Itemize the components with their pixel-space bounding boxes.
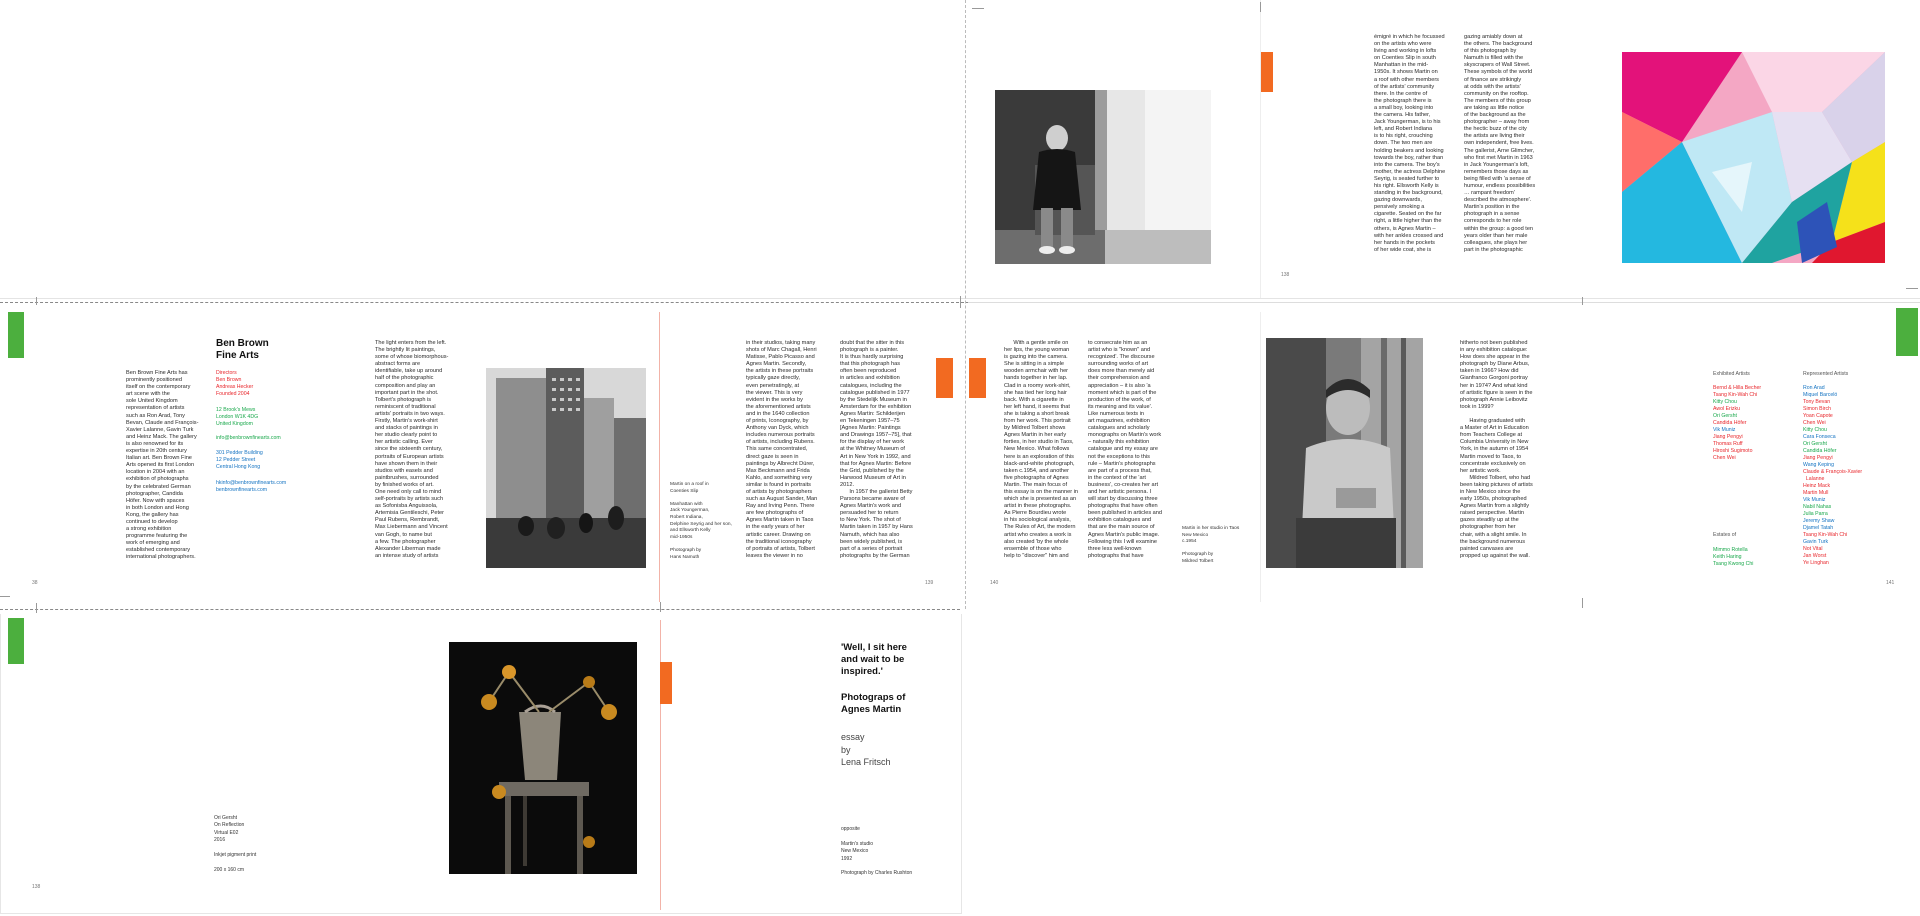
artist-name: Vik Muniz	[1803, 497, 1826, 503]
crop-mark	[660, 602, 661, 612]
artist-name: Keith Haring	[1713, 554, 1742, 560]
artist-name: Tony Bevan	[1803, 399, 1831, 405]
artist-name: Mimmo Rotella	[1713, 547, 1748, 553]
green-tab	[8, 618, 24, 664]
essay-column: hitherto not been published in any exhibition catalogue: How does she appear in the photograph by Diane Arbus, taken in 1966? How did Gianfranco Gorgoni portray her in 1974? And what kind of artistic figure is seen in the photograph Annie Leibovitz took in 1999? Having graduated with a Master of Art in Education from Teachers College at Columbia University in New York, in the autumn of 1954 Martin moved to Taos, to concentrate exclusively on her artistic work. Mildred Tolbert, who had been taking pictures of artists in New Mexico since the early 1950s, photographed Agnes Martin from a slightly raised perspective. Martin gazes steadily up at the photographer from her chair, with a slight smile. In the background numerous painted canvases are propped up against the wall.	[1460, 340, 1533, 559]
artist-name: Chen Wei	[1713, 455, 1736, 461]
artist-name: Heinz Mack	[1803, 483, 1831, 489]
artwork-vase-flowers-graphic	[449, 642, 637, 874]
photo-rooftop-artists	[486, 368, 646, 568]
artist-name: Simon Birch	[1803, 406, 1831, 412]
artist-name: Cara Fonseca	[1803, 434, 1836, 440]
crop-mark	[1582, 297, 1583, 305]
gallery-intro: Ben Brown Fine Arts has prominently positioned itself on the contemporary art scene with the sole United Kingdom representation of artists such as Ron Arad, Tony Bevan, Claude and François- Xavier Lalanne, Gavin Turk and Heinz Mack. The gallery is also renowned for its expertise in 20th century Italian art. Ben Brown Fine Arts opened its first London location in 2004 with an exhibition of photographs by the celebrated German photographer, Candida Höfer. Now with spaces in both London and Hong Kong, the gallery has continued to develop a strong exhibition programme featuring the work of emerging and established contemporary international photographers.	[126, 370, 199, 561]
photo-martin-seated-chair-graphic	[995, 90, 1211, 264]
page-number: 138	[1281, 272, 1290, 278]
crop-mark	[36, 603, 37, 613]
essay-column: doubt that the sitter in this photograph is a painter. It is thus hardly surprising that this photograph has often been reproduced in articles and exhibition catalogues, including the catalogue published in 1977 by the Stedelijk Museum in Amsterdam for the exhibition Agnes Martin: Schilderijen en Tekeningen 1957–75 [Agnes Martin: Paintings and Drawings 1957–75], that for the display of her work at the Whitney Museum of Art in New York in 1992, and that for Agnes Martin: Before the Grid, published by the Harwood Museum of Art in 2012. In 1957 the gallerist Betty Parsons became aware of Agnes Martin's work and persuaded her to return to New York. The shot of Martin taken in 1957 by Hans Namuth, which has also been widely published, is part of a series of portrait photographs by the German	[840, 340, 913, 559]
exhibited-artists-heading: Exhibited Artists	[1713, 371, 1750, 377]
artwork-caption: Ori Gersht On Reflection Virtual E02 2016 Inkjet pigment print 200 x 160 cm	[214, 815, 257, 873]
artist-name: Bernd & Hilla Becher	[1713, 385, 1762, 391]
orange-tab	[969, 358, 986, 398]
orange-tab	[1261, 52, 1273, 92]
artist-name: Claude & François-Xavier	[1803, 469, 1863, 475]
artist-name: Julia Parra	[1803, 511, 1828, 517]
hongkong-contact[interactable]: hkinfo@benbrownfinearts.com benbrownfinearts.com	[216, 480, 287, 493]
artist-name: Awol Erizku	[1713, 406, 1741, 412]
caption-rooftop: Martin on a roof in Coenties Slip Manhattan with Jack Youngerman, Robert Indiana, Delphine Seyrig and her son, and Ellsworth Kelly mid-1950s Photograph by Hans Namuth	[670, 482, 732, 560]
artwork-abstract-geometric-graphic	[1622, 52, 1885, 263]
artist-name: Hiroshi Sugimoto	[1713, 448, 1753, 454]
rule-mid-right	[1260, 312, 1261, 602]
artist-name: Not Vital	[1803, 546, 1823, 552]
essay-quote: 'Well, I sit here and wait to be inspired.'	[841, 642, 907, 677]
artist-name: Candida Höfer	[1713, 420, 1747, 426]
page-number: 139	[925, 580, 934, 586]
artist-name: Jan Worst	[1803, 553, 1827, 559]
essay-byline: essay by Lena Fritsch	[841, 732, 891, 767]
essay-column: gazing amiably down at the others. The background of this photograph by Namuth is filled with the skyscrapers of Wall Street. These symbols of the world of finance are strikingly at odds with the artists' community on the rooftop. The members of this group are taking as little notice of the background as the photographer – away from the hectic buzz of the city the artists are living their own independent, free lives. The gallerist, Arne Glimcher, who first met Martin in 1963 in Jack Youngerman's loft, remembers those days as being filled with 'a sense of humour, endless possibilities … rampant freedom' described the atmosphere'. Martin's position in the photograph in a sense corresponds to her role within the group: a good ten years older than her male colleagues, she plays her part in the photographic	[1464, 34, 1536, 253]
artist-name: Tsang Kin-Wah Chi	[1713, 392, 1758, 398]
page-number: 38	[32, 580, 38, 586]
artist-name: Kitty Chou	[1713, 399, 1737, 405]
rule-mid-left	[659, 312, 660, 602]
artist-name: Yoan Capote	[1803, 413, 1833, 419]
crop-mark	[36, 297, 37, 305]
artist-name: Djamel Tatah	[1803, 525, 1834, 531]
estates-heading: Estates of	[1713, 532, 1737, 538]
artist-name: Chen Wei	[1803, 420, 1826, 426]
artist-name: Nabil Nahas	[1803, 504, 1832, 510]
artist-name: Jiang Pengyi	[1713, 434, 1743, 440]
artist-name: Gavin Turk	[1803, 539, 1829, 545]
page-number: 140	[990, 580, 999, 586]
gallery-directors: Directors Ben Brown Andreas Hecker Founded 2004	[216, 370, 254, 397]
photo-martin-portrait	[1266, 338, 1423, 568]
crop-mark	[972, 8, 984, 9]
gallery-title: Ben Brown Fine Arts	[216, 338, 269, 361]
photo-martin-portrait-graphic	[1266, 338, 1423, 568]
photo-martin-seated-chair	[995, 90, 1211, 264]
essay-column: émigré in which he focussed on the artists who were living and working in lofts on Coenties Slip in south Manhattan in the mid- 1950s. It shows Martin on a roof with other members of the artists' community there. In the centre of the photograph there is a small boy, looking into the camera. His father, Jack Youngerman, is to his left, and Robert Indiana is to his right, crouching down. The two men are holding beakers and looking towards the boy, rather than into the camera. The boy's mother, the actress Delphine Seyrig, is seated further to his right. Ellsworth Kelly is standing in the background, gazing downwards, pensively smoking a cigarette. Seated on the far right, a little higher than the others, is Agnes Martin – with her ankles crossed and her hands in the pockets of her wide coat, she is	[1374, 34, 1446, 253]
center-divider	[965, 0, 967, 609]
opposite-caption: opposite Martin's studio New Mexico 1992 Photograph by Charles Rushton	[841, 826, 913, 877]
exhibited-artists-list	[1713, 385, 1761, 462]
page-number: 138	[32, 884, 41, 890]
artist-name: Wang Keping	[1803, 462, 1834, 468]
artwork-abstract-geometric	[1622, 52, 1885, 263]
artist-name: Candida Höfer	[1803, 448, 1837, 454]
page-number: 141	[1886, 580, 1895, 586]
crop-mark	[960, 296, 961, 308]
green-tab	[1896, 308, 1918, 356]
crop-mark	[1906, 288, 1918, 289]
crop-mark	[1260, 2, 1261, 12]
crop-mark	[0, 596, 10, 597]
green-tab	[8, 312, 24, 358]
artist-name: Kitty Chou	[1803, 427, 1827, 433]
london-address: 12 Brook's Mews London W1K 4DG United Kingdom	[216, 407, 259, 427]
photo-rooftop-artists-graphic	[486, 368, 646, 568]
london-email[interactable]: info@benbrownfinearts.com	[216, 435, 281, 441]
estates-list	[1713, 547, 1753, 568]
caption-taos-studio: Martin in her studio in Taos New Mexico c.1954 Photograph by Mildred Tolbert	[1182, 526, 1240, 564]
artist-name: Lalanne	[1803, 476, 1825, 482]
crop-mark	[1582, 598, 1583, 608]
artist-name: Martin Mull	[1803, 490, 1829, 496]
artist-name: Jiang Pengyi	[1803, 455, 1833, 461]
orange-tab	[936, 358, 953, 398]
essay-column: to consecrate him as an artist who is "known" and recognized'. The discourse surrounding works of art does more than merely aid their comprehension and appreciation – it is also 'a moment which is part of the production of the work, of its meaning and its value'. Like numerous texts in art magazines, exhibition catalogues and scholarly monographs on Martin's work – naturally this exhibition catalogue and my essay are not the exceptions to this rule – Martin's photographs are part of a process that, in the context of the 'art business', co-creates her art and her artistic persona. I will start by discussing three photographs that have often been published in articles and exhibition catalogues and that are the main source of Agnes Martin's public image. Following this I will examine three less well-known photographs that have	[1088, 340, 1163, 559]
orange-tab	[660, 662, 672, 704]
artist-name: Tsang Kin-Wah Chi	[1803, 532, 1848, 538]
rule-top-mid	[1260, 0, 1261, 298]
represented-artists-heading: Represented Artists	[1803, 371, 1849, 377]
artist-name: Ori Gersht	[1803, 441, 1827, 447]
artist-name: Ron Arad	[1803, 385, 1825, 391]
essay-title: Photograps of Agnes Martin	[841, 692, 906, 715]
artist-name: Vik Muniz	[1713, 427, 1736, 433]
essay-column: With a gentle smile on her lips, the young woman is gazing into the camera. She is sitting in a simple wooden armchair with her hands together in her lap. Clad in a roomy work-shirt, she has tied her long hair back. With a cigarette in her left hand, it seems that she is taking a short break from her work. This portrait by Mildred Tolbert shows Agnes Martin in her early forties, in her studio in Taos, New Mexico. What follows here is an exploration of this black-and-white photograph, taken c.1954, and another five photographs of Agnes Martin. The main focus of this essay is on the manner in which she is presented as an artist in these photographs. As Pierre Bourdieu wrote in his sociological analysis, The Rules of Art, the modern artist who creates a work is also created 'by the whole ensemble of those who help to "discover" him and	[1004, 340, 1078, 559]
represented-artists-list	[1803, 385, 1862, 567]
artist-name: Tsang Kwong Chi	[1713, 561, 1754, 567]
essay-column: in their studios, taking many shots of Marc Chagall, Henri Matisse, Pablo Picasso and Agnes Martin. Secondly, the artists in these portraits typically gaze directly, even penetratingly, at the viewer. This is very evident in the works by the aforementioned artists and in the 1640 collection of prints, Iconography, by Anthony van Dyck, which includes numerous portraits of artists, including Rubens. This same concentrated, direct gaze is seen in paintings by Albrecht Dürer, Max Beckmann and Frida Kahlo, and something very similar is found in portraits of artists by photographers such as August Sander, Man Ray and Irving Penn. There are few photographs of Agnes Martin taken in Taos in the early years of her artistic career. Drawing on the traditional iconography of portraits of artists, Tolbert leaves the viewer in no	[746, 340, 818, 559]
artist-name: Miquel Barceló	[1803, 392, 1838, 398]
artwork-vase-flowers	[449, 642, 637, 874]
artist-name: Ye Linghan	[1803, 560, 1829, 566]
fold-line-middle	[0, 609, 960, 610]
hongkong-address: 301 Pedder Building 12 Pedder Street Central Hong Kong	[216, 450, 263, 470]
essay-column: The light enters from the left. The brightly lit paintings, some of whose biomorphous- abstract forms are identifiable, take up around half of the photographic composition and play an important part in the shot. Tolbert's photograph is reminiscent of traditional artists' portraits in two ways. Firstly, Martin's work-shirt and stacks of paintings in her studio clearly point to her artistic calling. Ever since the sixteenth century, portraits of European artists have shown them in their studios with easels and paintbrushes, surrounded by finished works of art. One need only call to mind self-portraits by artists such as Sofonisba Anguissola, Artemisia Gentileschi, Peter Paul Rubens, Rembrandt, Max Liebermann and Vincent van Gogh, to name but a few. The photographer Alexander Liberman made an intense study of artists	[375, 340, 449, 559]
artist-name: Jeremy Shaw	[1803, 518, 1835, 524]
artist-name: Ori Gersht	[1713, 413, 1737, 419]
artist-name: Thomas Ruff	[1713, 441, 1743, 447]
